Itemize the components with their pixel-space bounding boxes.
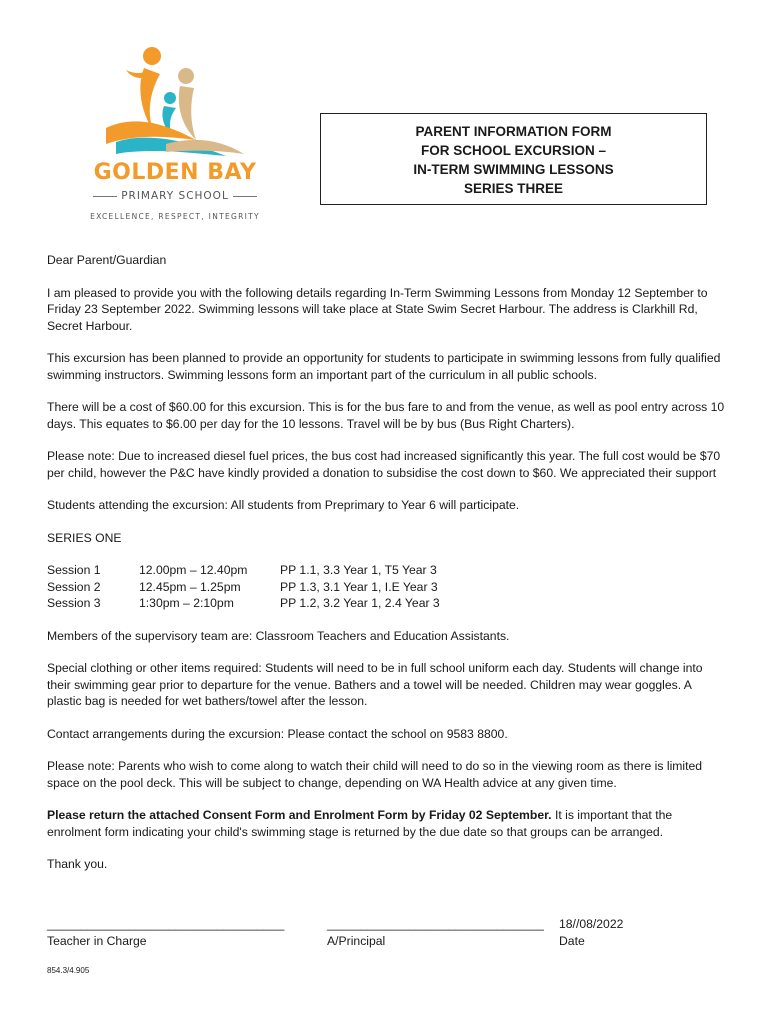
session-classes: PP 1.2, 3.2 Year 1, 2.4 Year 3 — [280, 596, 440, 610]
date-signature — [559, 916, 623, 950]
paragraph-clothing: Special clothing or other items required: Students will need to be in full school uniform each day. Students will change into their swimming gear prior to departure for the venue. Bathers and a towel will be needed. Children may wear goggles. A plastic bag is needed for wet bathers/towel after the lesson. — [47, 661, 703, 708]
logo-figures-icon — [106, 44, 246, 159]
title-line-4: SERIES THREE — [463, 181, 564, 196]
teacher-signature-line: ___________________________________ — [47, 917, 285, 931]
teacher-signature — [47, 916, 284, 950]
session-classes: PP 1.1, 3.3 Year 1, T5 Year 3 — [280, 563, 437, 577]
principal-signature-line: ________________________________ — [327, 917, 544, 931]
form-title-box — [320, 113, 707, 205]
return-details: It is important that the enrolment form indicating your child's swimming stage is returned by the due date so that groups can be arranged. — [47, 808, 673, 839]
closing: Thank you. — [47, 857, 108, 871]
session-classes: PP 1.3, 3.1 Year 1, I.E Year 3 — [280, 579, 438, 594]
paragraph-return-forms — [47, 807, 727, 840]
paragraph-dates-venue: I am pleased to provide you with the following details regarding In-Term Swimming Lessons from Monday 12 September to Friday 23 September 2022. Swimming lessons will take place at State Swim Secret Harbour. The address is Clarkhill Rd, Secret Harbour. — [47, 285, 708, 333]
principal-signature — [327, 916, 544, 950]
teacher-signature-label: Teacher in Charge — [47, 934, 147, 948]
session-name: Session 2 — [47, 579, 101, 594]
letter-body — [47, 252, 727, 889]
logo-divider — [93, 196, 117, 197]
title-line-2: FOR SCHOOL EXCURSION – — [420, 143, 607, 158]
logo-school-name: GOLDEN BAY — [93, 160, 257, 185]
paragraph-cost: There will be a cost of $60.00 for this excursion. This is for the bus fare to and from the venue, as well as pool entry across 10 days. This equates to $6.00 per day for the 10 lessons. Travel will be by bus (Bus Right Charters). — [47, 400, 725, 431]
paragraph-fuel-note: Please note: Due to increased diesel fuel prices, the bus cost had increased significantly this year. The full cost would be $70 per child, however the P&C have kindly provided a donation to subsidise the cost down to $60. We appreciated their support — [47, 449, 721, 480]
session-time: 12.45pm – 1.25pm — [139, 579, 241, 594]
date-value: 18//08/2022 — [559, 917, 624, 931]
paragraph-purpose: This excursion has been planned to provide an opportunity for students to participate in swimming lessons from fully qualified swimming instructors. Swimming lessons form an important part of the curriculum in all public schools. — [47, 351, 721, 382]
session-time: 1:30pm – 2:10pm — [139, 596, 234, 610]
paragraph-parents-note: Please note: Parents who wish to come along to watch their child will need to do so in the viewing room as there is limited space on the pool deck. This will be subject to change, depending on WA Health advice at any given time. — [47, 759, 703, 790]
logo-tagline: EXCELLENCE, RESPECT, INTEGRITY — [90, 212, 260, 221]
series-heading: SERIES ONE — [47, 530, 122, 545]
principal-signature-label: A/Principal — [327, 934, 386, 948]
document-code: 854.3/4.905 — [47, 966, 90, 975]
return-deadline: Please return the attached Consent Form and Enrolment Form by Friday 02 September. — [47, 808, 552, 822]
salutation: Dear Parent/Guardian — [47, 253, 167, 267]
title-line-3: IN-TERM SWIMMING LESSONS — [413, 162, 614, 177]
school-logo — [70, 44, 280, 226]
date-label: Date — [559, 934, 585, 948]
paragraph-supervisors: Members of the supervisory team are: Classroom Teachers and Education Assistants. — [47, 628, 510, 643]
session-name: Session 3 — [47, 596, 101, 610]
title-line-1: PARENT INFORMATION FORM — [415, 124, 612, 139]
session-schedule — [47, 562, 727, 612]
session-name: Session 1 — [47, 563, 101, 577]
logo-school-type-text: PRIMARY SCHOOL — [121, 190, 229, 202]
logo-school-type — [70, 190, 280, 202]
paragraph-contact: Contact arrangements during the excursion: Please contact the school on 9583 8800. — [47, 726, 508, 741]
logo-divider — [233, 196, 257, 197]
paragraph-attendance: Students attending the excursion: All students from Preprimary to Year 6 will participate. — [47, 498, 520, 512]
session-time: 12.00pm – 12.40pm — [139, 563, 248, 577]
